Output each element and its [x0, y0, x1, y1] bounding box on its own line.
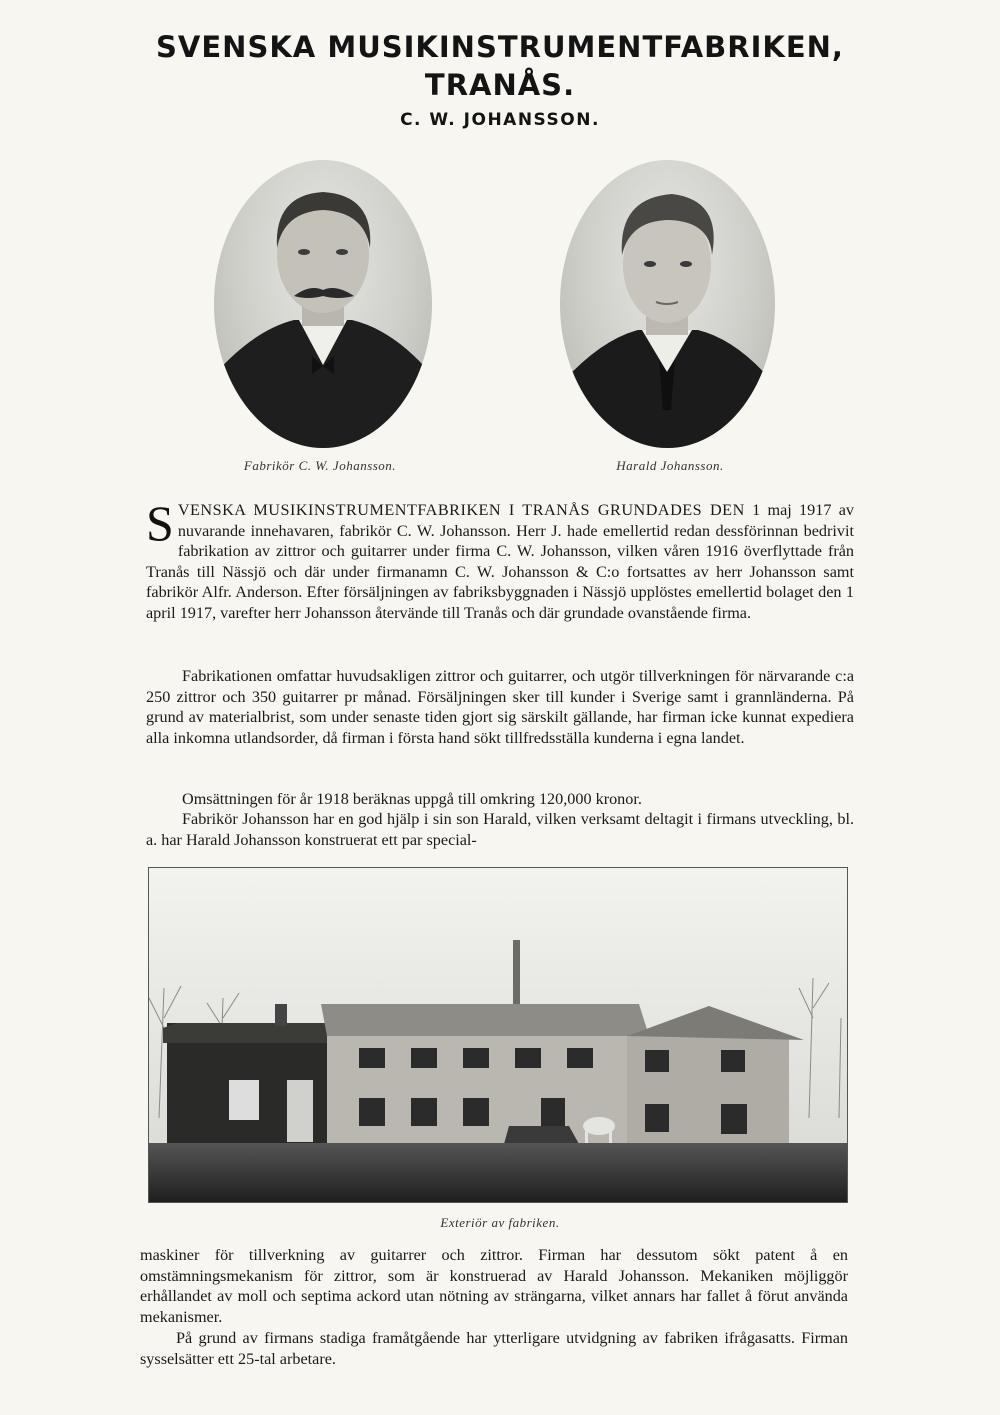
portrait-cw-johansson [214, 160, 432, 448]
article-paragraph-1 [146, 495, 855, 624]
article-paragraph-3: Omsättningen för år 1918 beräknas uppgå till omkring 120,000 kronor. [182, 790, 642, 808]
caption-factory-photo: Exteriör av fabriken. [440, 1215, 560, 1230]
portrait-harald-johansson [560, 160, 775, 448]
article-lead-caps: VENSKA MUSIKINSTRUMENTFABRIKEN I TRANÅS GRUNDADES DEN [177, 501, 745, 519]
portrait-older-man-image [214, 160, 432, 448]
page-subtitle: C. W. JOHANSSON. [400, 110, 600, 130]
page-title: SVENSKA MUSIKINSTRUMENTFABRIKEN, [156, 30, 844, 64]
caption-cw-johansson: Fabrikör C. W. Johansson. [243, 458, 397, 473]
drop-cap: S [146, 495, 174, 551]
article-paragraph-1-text: 1 maj 1917 av nuvarande innehavaren, fabrikör C. W. Johansson. Herr J. hade emellertid redan dessförinnan bedrivit fabrikation av zittror och guitarrer under firma C. W. Johansson, vilken våren 1916 överflyttade från Tranås till Nässjö och där under firmanamn C. W. Johansson & C:o fortsattes av herr Johansson samt fabrikör Alfr. Anderson. Efter försäljningen av fabriksbyggnaden i Nässjö upplöstes emellertid bolaget den 1 april 1917, varefter herr Johansson återvände till Tranås och där grundade ovanstående firma. [146, 501, 855, 622]
page-title-location: TRANÅS. [424, 68, 576, 102]
article-paragraph-4: Fabrikör Johansson har en god hjälp i sin son Harald, vilken verksamt deltagit i firmans utveckling, bl. a. har Harald Johansson konstruerat ett par special- [146, 810, 854, 849]
article-paragraph-6: På grund av firmans stadiga framåtgående har ytterligare utvidgning av fabriken ifrågasatts. Firman sysselsätter ett 25-tal arbetare. [140, 1329, 848, 1368]
portrait-young-man-image [560, 160, 775, 448]
caption-harald-johansson: Harald Johansson. [616, 458, 724, 473]
article-paragraph-2: Fabrikationen omfattar huvudsakligen zittror och guitarrer, och utgör tillverkningen för närvarande c:a 250 zittror och 350 guitarrer pr månad. Försäljningen sker till kunder i Sverige samt i grannländerna. På grund av materialbrist, som under senaste tiden gjort sig särskilt gällande, har firman icke kunnat expediera alla inkomna utlandsorder, då firman i första hand sökt tillfredsställa kunderna i egna landet. [146, 667, 854, 747]
article-paragraph-5: maskiner för tillverkning av guitarrer och zittror. Firman har dessutom sökt patent å en omstämningsmekanism för zittror, som är konstruerad av Harald Johansson. Mekaniken möjliggör erhållandet av moll och septima ackord utan nötning av strängarna, vilket annars har fallet å förut använda mekanismer. [140, 1246, 848, 1326]
factory-exterior-photo [148, 867, 848, 1203]
factory-building-image [149, 868, 847, 1202]
